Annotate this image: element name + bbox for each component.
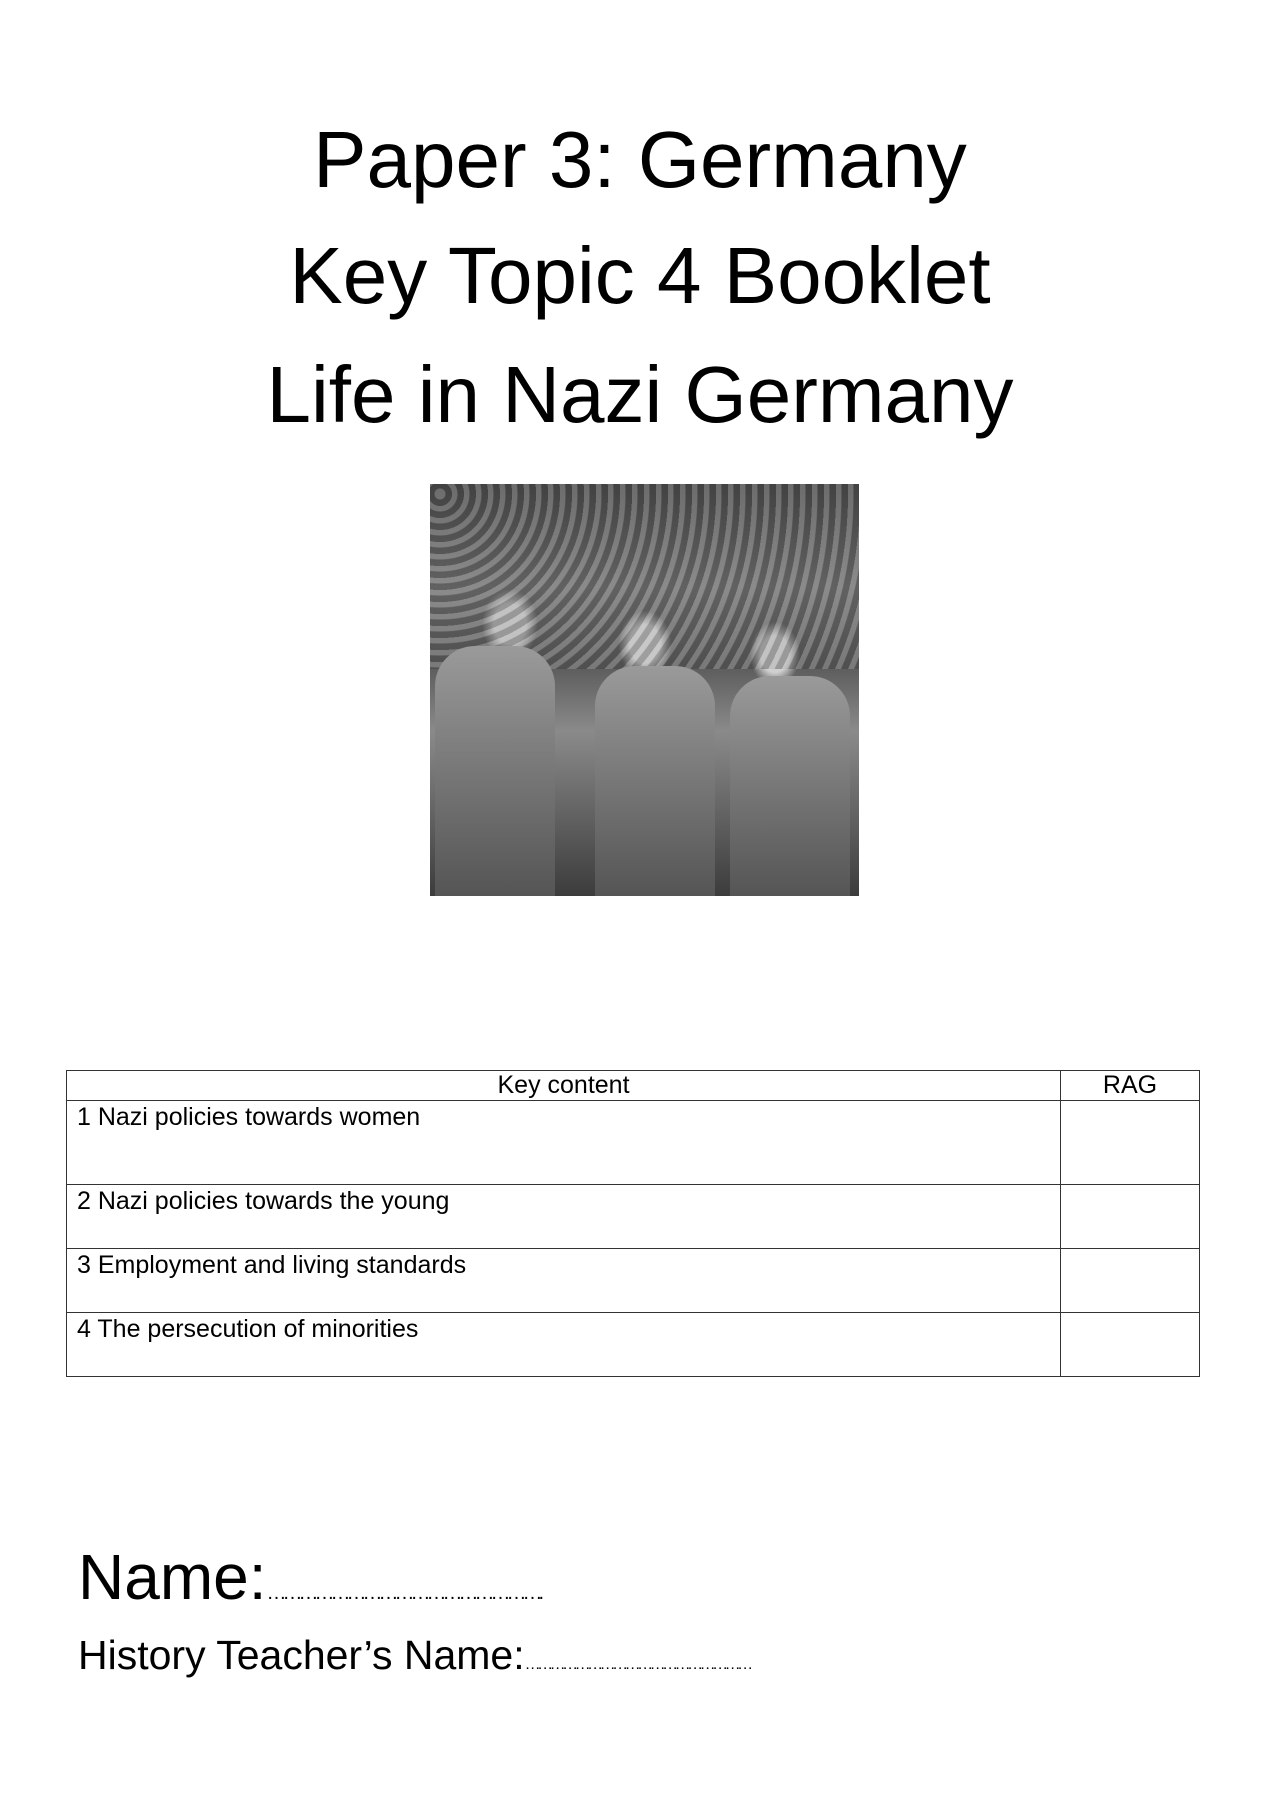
- title-line-2: Key Topic 4 Booklet: [289, 231, 991, 320]
- content-cell: 2 Nazi policies towards the young: [67, 1185, 1061, 1249]
- rag-cell[interactable]: [1061, 1101, 1200, 1185]
- key-content-table: [66, 1070, 1200, 1377]
- rag-cell[interactable]: [1061, 1249, 1200, 1313]
- header-rag: RAG: [1061, 1071, 1200, 1101]
- header-key-content: Key content: [67, 1071, 1061, 1101]
- table-header-row: [67, 1071, 1200, 1101]
- teacher-name-field[interactable]: [78, 1632, 750, 1679]
- content-cell: 4 The persecution of minorities: [67, 1313, 1061, 1377]
- table-row: [67, 1101, 1200, 1185]
- name-dots[interactable]: …………………………………………….: [266, 1582, 541, 1604]
- photo-figure: [595, 666, 715, 896]
- cover-photo-hitler-youth: [430, 484, 859, 896]
- rag-cell[interactable]: [1061, 1313, 1200, 1377]
- content-cell: 1 Nazi policies towards women: [67, 1101, 1061, 1185]
- table-row: [67, 1313, 1200, 1377]
- teacher-dots[interactable]: ………………………………………………: [524, 1656, 750, 1673]
- name-label: Name:: [78, 1541, 267, 1613]
- photo-figure: [435, 646, 555, 896]
- content-cell: 3 Employment and living standards: [67, 1249, 1061, 1313]
- table-row: [67, 1249, 1200, 1313]
- title-line-3: Life in Nazi Germany: [266, 350, 1014, 439]
- name-field[interactable]: [78, 1540, 540, 1614]
- table-row: [67, 1185, 1200, 1249]
- photo-crowd: [430, 484, 859, 669]
- rag-cell[interactable]: [1061, 1185, 1200, 1249]
- photo-figure: [730, 676, 850, 896]
- teacher-label: History Teacher’s Name:: [78, 1632, 525, 1678]
- title-line-1: Paper 3: Germany: [313, 115, 967, 204]
